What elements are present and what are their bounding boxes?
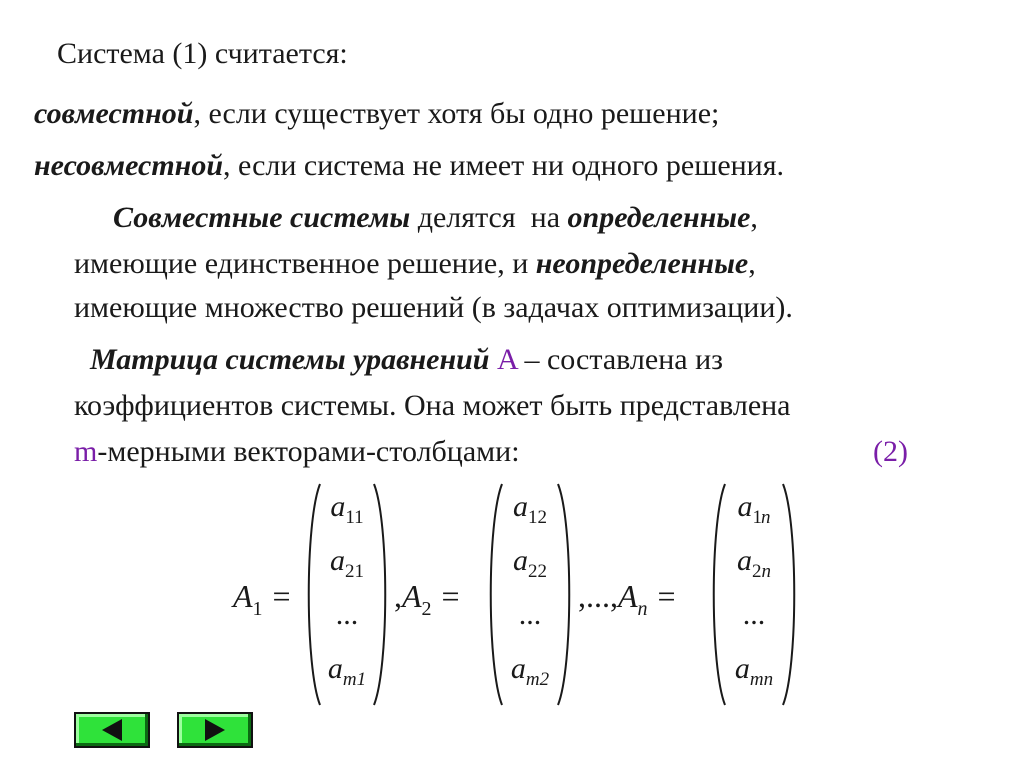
entry-a-letter: a	[513, 544, 528, 577]
next-slide-button[interactable]	[177, 712, 253, 748]
equation-number-text: (2)	[873, 435, 908, 468]
line-consistent	[34, 96, 719, 132]
p6-rest: -мерными векторами-столбцами:	[97, 435, 520, 468]
entry-a-letter: a	[330, 490, 346, 523]
term-consistent-systems: Совместные системы	[113, 201, 411, 234]
p2-end: ,	[748, 247, 756, 280]
line1-text: Система (1) считается:	[57, 37, 348, 70]
line2-rest: , если существует хотя бы одно решение;	[193, 97, 720, 130]
paragraph-line-2	[74, 246, 756, 282]
entry-a-letter: a	[330, 544, 345, 577]
entry-am2	[485, 652, 575, 697]
dots-text: ...	[518, 598, 542, 631]
A1-letter: A	[233, 578, 253, 614]
label-An	[578, 576, 676, 629]
line-inconsistent	[34, 148, 784, 184]
entry-a-letter: a	[510, 652, 526, 685]
equation-number	[873, 434, 908, 470]
entry-subscript-digit: 2	[752, 561, 762, 582]
entry-a21	[303, 544, 391, 589]
comma: ,	[394, 578, 402, 614]
A1-subscript: 1	[252, 598, 263, 620]
ellipsis-comma: ,...,	[578, 578, 618, 614]
line3-rest: , если система не имеет ни одного решения.	[223, 149, 785, 182]
m-symbol: m	[74, 435, 98, 468]
paragraph-line-1	[113, 200, 758, 236]
entry-a22	[485, 544, 575, 589]
p2-start: имеющие единственное решение, и	[74, 247, 536, 280]
entry-subscript: 11	[345, 507, 364, 528]
entry-amn	[708, 652, 800, 697]
entry-a11	[303, 490, 391, 535]
term-undetermined: неопределенные	[535, 247, 749, 280]
p1-end: ,	[750, 201, 758, 234]
entry-am1	[303, 652, 391, 697]
label-A2	[394, 576, 460, 629]
entry-subscript: 12	[528, 507, 547, 528]
An-equals: =	[657, 578, 676, 614]
triangle-left-icon	[76, 714, 148, 746]
matrix-A-symbol: A	[496, 343, 517, 376]
p4-space	[489, 343, 497, 376]
entry-dots	[485, 598, 575, 632]
A2-letter: A	[402, 578, 422, 614]
label-A1	[233, 576, 291, 629]
entry-a12	[485, 490, 575, 535]
entry-a-letter: a	[737, 490, 753, 523]
term-consistent: совместной	[34, 97, 194, 130]
entry-dots	[303, 598, 391, 632]
dots-text: ...	[742, 598, 766, 631]
term-inconsistent: несовместной	[34, 149, 224, 182]
p3-text: имеющие множество решений (в задачах оптимизации).	[74, 291, 793, 324]
paragraph-line-4	[90, 342, 723, 378]
entry-a-letter: a	[737, 544, 752, 577]
term-determined: определенные	[567, 201, 751, 234]
p1-mid: делятся на	[410, 201, 568, 234]
dots-text: ...	[335, 598, 359, 631]
term-system-matrix: Матрица системы уравнений	[90, 343, 490, 376]
paragraph-line-3	[74, 290, 793, 326]
entry-subscript: m1	[342, 669, 367, 690]
paragraph-line-5	[74, 388, 791, 424]
entry-a-letter: a	[327, 652, 343, 685]
column-vector-2	[485, 482, 575, 707]
An-letter: A	[618, 578, 638, 614]
entry-subscript: 22	[528, 561, 547, 582]
entry-subscript-digit: 1	[752, 507, 762, 528]
entry-dots	[708, 598, 800, 632]
entry-a-letter: a	[734, 652, 750, 685]
entry-subscript: 21	[345, 561, 364, 582]
entry-a2n	[708, 544, 800, 589]
A2-equals: =	[441, 578, 460, 614]
entry-a1n	[708, 490, 800, 535]
An-subscript: n	[637, 598, 648, 620]
prev-slide-button[interactable]	[74, 712, 150, 748]
paragraph-line-6	[74, 434, 520, 470]
p5-text: коэффициентов системы. Она может быть представлена	[74, 389, 791, 422]
entry-subscript-letter: n	[761, 507, 771, 528]
entry-a-letter: a	[513, 490, 528, 523]
column-vector-n	[708, 482, 800, 707]
A2-subscript: 2	[421, 598, 432, 620]
line-system-condition	[57, 36, 348, 72]
triangle-right-icon	[179, 714, 251, 746]
A1-equals: =	[272, 578, 291, 614]
column-vector-1	[303, 482, 391, 707]
entry-subscript-letter: n	[761, 561, 771, 582]
entry-subscript: mn	[749, 669, 774, 690]
p4-rest: – составлена из	[516, 343, 723, 376]
entry-subscript: m2	[525, 669, 550, 690]
